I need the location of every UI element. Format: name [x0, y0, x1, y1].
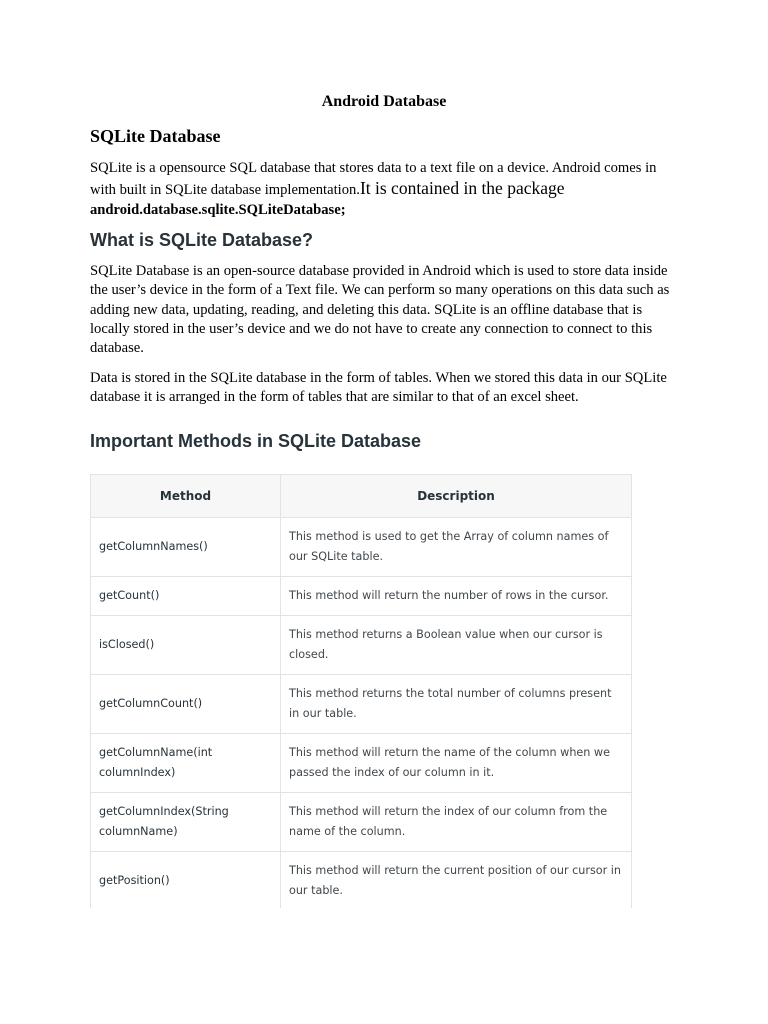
description-cell: This method will return the index of our column from the name of the column. [281, 793, 632, 852]
package-name: android.database.sqlite.SQLiteDatabase; [90, 202, 346, 218]
method-cell: getPosition() [91, 852, 281, 909]
description-cell: This method returns the total number of columns present in our table. [281, 675, 632, 734]
method-cell: getCount() [91, 577, 281, 616]
page-title: Android Database [321, 93, 447, 110]
description-cell: This method is used to get the Array of column names of our SQLite table. [281, 518, 632, 577]
methods-table [90, 474, 632, 908]
methods-table-container [90, 474, 632, 908]
intro-package-text: It is contained in the package [359, 178, 565, 198]
description-cell: This method will return the current position of our cursor in our table. [281, 852, 632, 909]
table-row [91, 675, 632, 734]
header-description: Description [281, 475, 632, 518]
method-cell: getColumnNames() [91, 518, 281, 577]
description-paragraph-2: Data is stored in the SQLite database in the form of tables. When we stored this data in our SQLite database it is arranged in the form of tables that are similar to that of an excel sheet. [90, 370, 667, 406]
what-is-heading: What is SQLite Database? [90, 230, 314, 250]
intro-text: SQLite is a opensource SQL database that stores data to a text file on a device. Android comes in with built in SQLite database implementation. [90, 160, 657, 198]
description-cell: This method returns a Boolean value when our cursor is closed. [281, 616, 632, 675]
table-row [91, 518, 632, 577]
header-method: Method [91, 475, 281, 518]
table-header-row [91, 475, 632, 518]
table-row [91, 616, 632, 675]
table-row [91, 577, 632, 616]
description-cell: This method will return the number of rows in the cursor. [281, 577, 632, 616]
method-cell: getColumnIndex(String columnName) [91, 793, 281, 852]
intro-paragraph [90, 158, 682, 220]
table-row [91, 852, 632, 909]
table-row [91, 793, 632, 852]
method-cell: isClosed() [91, 616, 281, 675]
method-cell: getColumnCount() [91, 675, 281, 734]
table-row [91, 734, 632, 793]
sqlite-heading: SQLite Database [90, 126, 221, 146]
method-cell: getColumnName(int columnIndex) [91, 734, 281, 793]
methods-heading: Important Methods in SQLite Database [90, 431, 422, 451]
description-cell: This method will return the name of the column when we passed the index of our column in it. [281, 734, 632, 793]
description-paragraph-1: SQLite Database is an open-source database provided in Android which is used to store data inside the user’s device in the form of a Text file. We can perform so many operations on this data such as adding new data, updating, reading, and deleting this data. SQLite is an offline database that is locally stored in the user’s device and we do not have to create any connection to connect to this database. [90, 263, 670, 357]
